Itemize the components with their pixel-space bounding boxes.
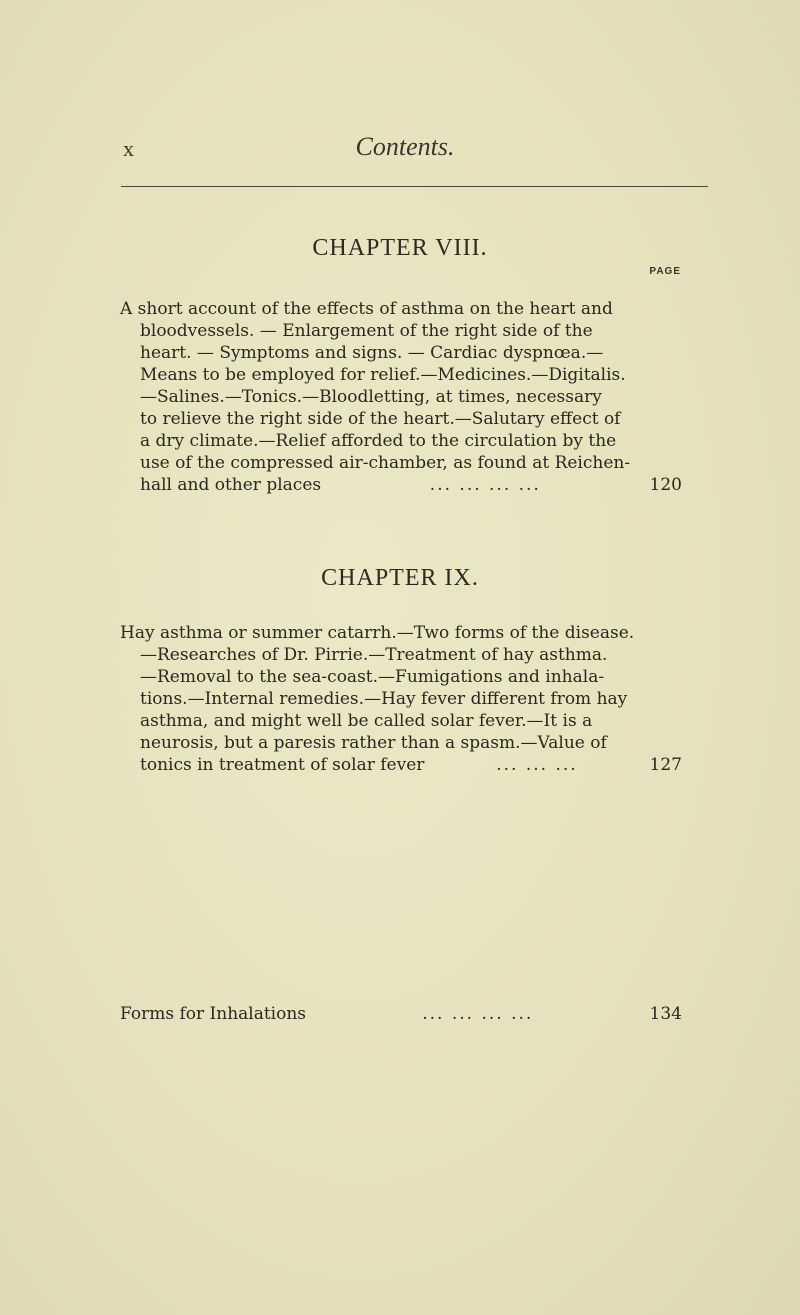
- summary-line: a dry climate.—Relief afforded to the circulation by the: [140, 431, 617, 451]
- page-number: x: [123, 136, 134, 161]
- chapter-9-heading: CHAPTER IX.: [321, 565, 479, 591]
- forms-page: 134: [649, 1004, 682, 1024]
- header-rule: [121, 186, 708, 187]
- summary-line: Means to be employed for relief.—Medicines.—Digitalis.: [140, 365, 626, 385]
- forms-entry: [120, 1004, 682, 1024]
- summary-line: asthma, and might well be called solar fever.—It is a: [140, 711, 593, 731]
- summary-line: Hay asthma or summer catarrh.—Two forms of the disease.: [120, 623, 635, 643]
- summary-line: heart. — Symptoms and signs. — Cardiac dyspnœa.—: [140, 343, 604, 363]
- chapter-8-heading: CHAPTER VIII.: [312, 235, 488, 261]
- chapter-8-page: 120: [649, 475, 682, 495]
- summary-line: to relieve the right side of the heart.—Salutary effect of: [140, 409, 621, 429]
- chapter-9-page: 127: [649, 755, 682, 775]
- chapter-8-summary: [120, 298, 682, 496]
- page-column-label: PAGE: [649, 266, 681, 277]
- summary-line: tions.—Internal remedies.—Hay fever different from hay: [140, 689, 628, 709]
- summary-line: —Removal to the sea-coast.—Fumigations and inhala-: [140, 667, 605, 687]
- page-header: [0, 132, 800, 166]
- dot-leader: ... ... ... ...: [429, 475, 541, 495]
- summary-line: hall and other places: [140, 475, 322, 495]
- summary-last-line: [120, 474, 682, 496]
- summary-line: —Salines.—Tonics.—Bloodletting, at times, necessary: [140, 387, 602, 407]
- summary-line: —Researches of Dr. Pirrie.—Treatment of hay asthma.: [140, 645, 608, 665]
- summary-line: A short account of the effects of asthma on the heart and: [120, 299, 613, 319]
- running-title: Contents.: [355, 132, 455, 161]
- summary-line: bloodvessels. — Enlargement of the right side of the: [140, 321, 593, 341]
- summary-line: tonics in treatment of solar fever: [140, 755, 425, 775]
- forms-title: Forms for Inhalations: [120, 1004, 307, 1024]
- chapter-9-summary: [120, 622, 682, 776]
- dot-leader: ... ... ...: [496, 755, 578, 775]
- dot-leader: ... ... ... ...: [422, 1004, 534, 1024]
- summary-line: neurosis, but a paresis rather than a spasm.—Value of: [140, 733, 607, 753]
- summary-last-line: [120, 754, 682, 776]
- summary-line: use of the compressed air-chamber, as found at Reichen-: [140, 453, 631, 473]
